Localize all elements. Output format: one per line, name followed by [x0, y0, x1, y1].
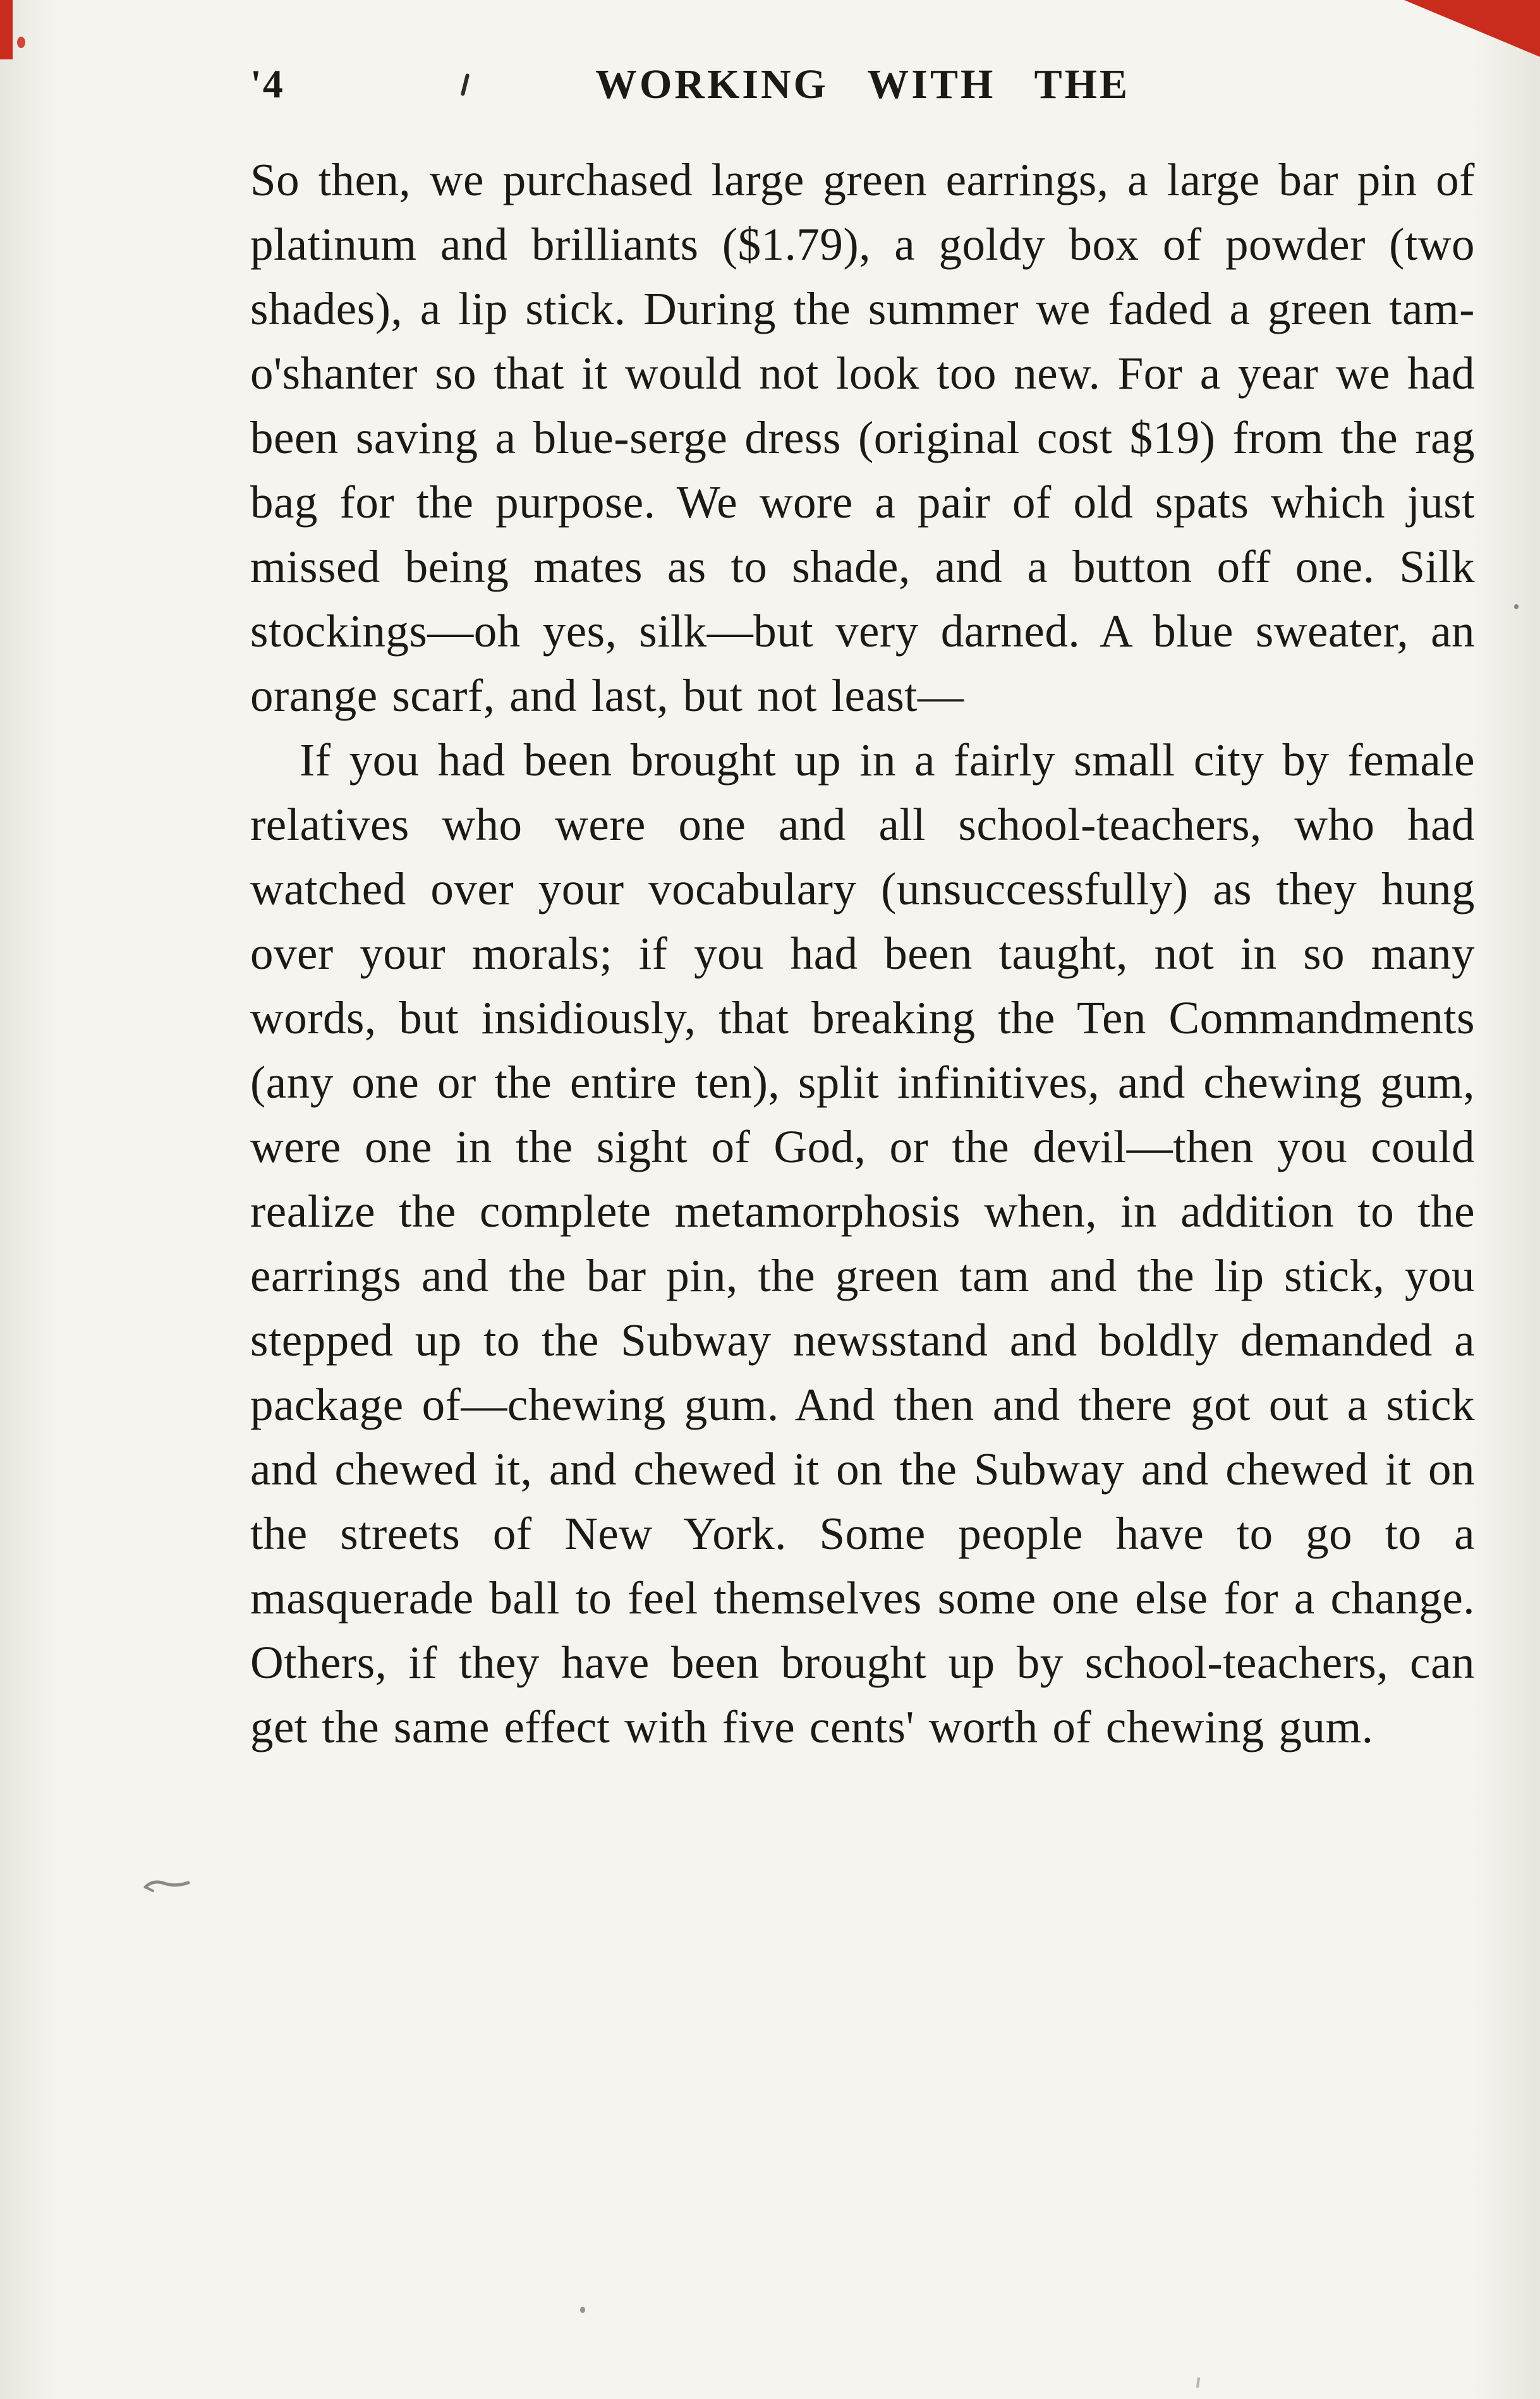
paragraph: So then, we purchased large green earrings, a large bar pin of platinum and brilliants ($1.79), a goldy box of powder (two shades), a lip stick. During the summer we faded a green tam-o'shanter so that it would not look too new. For a year we had been saving a blue-serge dress (original cost $19) from the rag bag for the purpose. We wore a pair of old spats which just missed being mates as to shade, and a button off one. Silk stockings—oh yes, silk—but very darned. A blue sweater, an orange scarf, and last, but not least— [250, 154, 1475, 721]
running-header-title: WORKING WITH THE [595, 61, 1131, 107]
text-block [250, 61, 1475, 1759]
running-header [250, 61, 1475, 130]
red-edge-strip-artifact [0, 0, 13, 59]
red-corner-artifact [1404, 0, 1540, 57]
red-fleck-artifact [17, 37, 25, 48]
ink-speck-artifact [1514, 604, 1519, 609]
margin-pencil-mark [143, 1874, 192, 1897]
page-number: '4 [250, 61, 284, 106]
paragraph: If you had been brought up in a fairly small city by female relatives who were one and all school-teachers, who had watched over your vocabulary (unsuccessfully) as they hung over your morals; if you had been taught, not in so many words, but insidiously, that breaking the Ten Commandments (any one or the entire ten), split infinitives, and chewing gum, were one in the sight of God, or the devil—then you could realize the complete metamorphosis when, in addition to the earrings and the bar pin, the green tam and the lip stick, you stepped up to the Subway newsstand and boldly demanded a package of—chewing gum. And then and there got out a stick and chewed it, and chewed it on the Subway and chewed it on the streets of New York. Some people have to go to a masquerade ball to feel themselves some one else for a change. Others, if they have been brought up by school-teachers, can get the same effect with five cents' worth of chewing gum. [250, 734, 1475, 1752]
bottom-ink-dot-artifact [580, 2307, 585, 2313]
bottom-right-tick-artifact [1196, 2378, 1200, 2388]
